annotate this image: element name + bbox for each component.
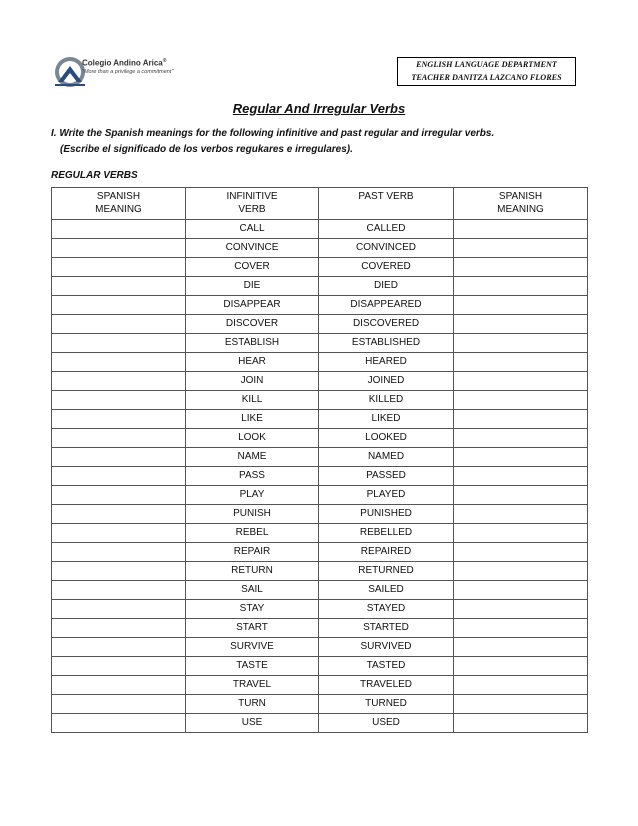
past-verb-cell: SURVIVED xyxy=(319,638,454,657)
spanish-meaning-blank-cell[interactable] xyxy=(52,258,186,277)
infinitive-cell: PUNISH xyxy=(186,505,319,524)
infinitive-cell: TRAVEL xyxy=(186,676,319,695)
spanish-meaning-blank-cell[interactable] xyxy=(454,505,588,524)
spanish-meaning-blank-cell[interactable] xyxy=(52,220,186,239)
table-row xyxy=(52,676,588,695)
spanish-meaning-blank-cell[interactable] xyxy=(52,277,186,296)
header-text: INFINITIVE xyxy=(226,191,278,202)
past-verb-cell: JOINED xyxy=(319,372,454,391)
spanish-meaning-blank-cell[interactable] xyxy=(52,239,186,258)
past-verb-cell: STAYED xyxy=(319,600,454,619)
infinitive-cell: USE xyxy=(186,714,319,733)
spanish-meaning-blank-cell[interactable] xyxy=(454,676,588,695)
infinitive-cell: LOOK xyxy=(186,429,319,448)
spanish-meaning-blank-cell[interactable] xyxy=(454,638,588,657)
past-verb-cell: DIED xyxy=(319,277,454,296)
infinitive-cell: TASTE xyxy=(186,657,319,676)
past-verb-cell: SAILED xyxy=(319,581,454,600)
infinitive-cell: DISAPPEAR xyxy=(186,296,319,315)
past-verb-cell: TURNED xyxy=(319,695,454,714)
spanish-meaning-blank-cell[interactable] xyxy=(454,562,588,581)
spanish-meaning-blank-cell[interactable] xyxy=(454,334,588,353)
past-verb-cell: PUNISHED xyxy=(319,505,454,524)
infinitive-cell: KILL xyxy=(186,391,319,410)
infinitive-cell: HEAR xyxy=(186,353,319,372)
header-text: PAST VERB xyxy=(358,191,414,202)
past-verb-cell: PASSED xyxy=(319,467,454,486)
past-verb-cell: DISAPPEARED xyxy=(319,296,454,315)
infinitive-cell: LIKE xyxy=(186,410,319,429)
table-row xyxy=(52,315,588,334)
spanish-meaning-blank-cell[interactable] xyxy=(52,391,186,410)
table-row xyxy=(52,714,588,733)
past-verb-cell: CALLED xyxy=(319,220,454,239)
past-verb-cell: REBELLED xyxy=(319,524,454,543)
spanish-meaning-blank-cell[interactable] xyxy=(52,676,186,695)
spanish-meaning-blank-cell[interactable] xyxy=(454,448,588,467)
spanish-meaning-blank-cell[interactable] xyxy=(52,600,186,619)
spanish-meaning-blank-cell[interactable] xyxy=(454,486,588,505)
past-verb-cell: STARTED xyxy=(319,619,454,638)
spanish-meaning-blank-cell[interactable] xyxy=(52,467,186,486)
header-spanish-meaning-right xyxy=(454,188,588,220)
table-row xyxy=(52,657,588,676)
page-title: Regular And Irregular Verbs xyxy=(232,101,406,116)
spanish-meaning-blank-cell[interactable] xyxy=(454,543,588,562)
header-text: SPANISH xyxy=(96,191,141,202)
past-verb-cell: LOOKED xyxy=(319,429,454,448)
spanish-meaning-blank-cell[interactable] xyxy=(52,657,186,676)
registered-mark: ® xyxy=(162,58,167,64)
spanish-meaning-blank-cell[interactable] xyxy=(52,486,186,505)
table-row xyxy=(52,277,588,296)
spanish-meaning-blank-cell[interactable] xyxy=(454,714,588,733)
infinitive-cell: CONVINCE xyxy=(186,239,319,258)
table-row xyxy=(52,581,588,600)
spanish-meaning-blank-cell[interactable] xyxy=(454,581,588,600)
spanish-meaning-blank-cell[interactable] xyxy=(454,391,588,410)
table-row xyxy=(52,429,588,448)
spanish-meaning-blank-cell[interactable] xyxy=(52,619,186,638)
school-tagline: "More than a privilege a commitment" xyxy=(82,69,174,75)
past-verb-cell: NAMED xyxy=(319,448,454,467)
past-verb-cell: TASTED xyxy=(319,657,454,676)
spanish-meaning-blank-cell[interactable] xyxy=(52,296,186,315)
header-text: VERB xyxy=(238,204,266,215)
spanish-meaning-blank-cell[interactable] xyxy=(454,619,588,638)
table-row xyxy=(52,524,588,543)
infinitive-cell: CALL xyxy=(186,220,319,239)
header-past-verb xyxy=(319,188,454,220)
table-row xyxy=(52,638,588,657)
section-label: REGULAR VERBS xyxy=(51,170,138,181)
spanish-meaning-blank-cell[interactable] xyxy=(52,448,186,467)
spanish-meaning-blank-cell[interactable] xyxy=(454,239,588,258)
spanish-meaning-blank-cell[interactable] xyxy=(52,714,186,733)
table-header-row xyxy=(52,188,588,220)
spanish-meaning-blank-cell[interactable] xyxy=(52,543,186,562)
past-verb-cell: TRAVELED xyxy=(319,676,454,695)
infinitive-cell: DIE xyxy=(186,277,319,296)
school-logo xyxy=(52,54,212,94)
spanish-meaning-blank-cell[interactable] xyxy=(52,372,186,391)
past-verb-cell: KILLED xyxy=(319,391,454,410)
department-name: ENGLISH LANGUAGE DEPARTMENT xyxy=(416,60,557,69)
spanish-meaning-blank-cell[interactable] xyxy=(454,429,588,448)
school-name-text: Colegio Andino Arica xyxy=(82,58,163,68)
infinitive-cell: JOIN xyxy=(186,372,319,391)
verbs-table xyxy=(51,187,588,733)
spanish-meaning-blank-cell[interactable] xyxy=(454,695,588,714)
header-text: MEANING xyxy=(95,204,142,215)
spanish-meaning-blank-cell[interactable] xyxy=(52,429,186,448)
spanish-meaning-blank-cell[interactable] xyxy=(52,410,186,429)
infinitive-cell: SURVIVE xyxy=(186,638,319,657)
table-row xyxy=(52,372,588,391)
spanish-meaning-blank-cell[interactable] xyxy=(454,467,588,486)
spanish-meaning-blank-cell[interactable] xyxy=(454,296,588,315)
infinitive-cell: REPAIR xyxy=(186,543,319,562)
header-spanish-meaning-left xyxy=(52,188,186,220)
table-row xyxy=(52,296,588,315)
spanish-meaning-blank-cell[interactable] xyxy=(52,695,186,714)
table-row xyxy=(52,486,588,505)
past-verb-cell: REPAIRED xyxy=(319,543,454,562)
past-verb-cell: USED xyxy=(319,714,454,733)
spanish-meaning-blank-cell[interactable] xyxy=(454,524,588,543)
header-text: SPANISH xyxy=(498,191,543,202)
header-infinitive-verb xyxy=(186,188,319,220)
spanish-meaning-blank-cell[interactable] xyxy=(52,353,186,372)
table-row xyxy=(52,600,588,619)
table-row xyxy=(52,505,588,524)
spanish-meaning-blank-cell[interactable] xyxy=(52,505,186,524)
spanish-meaning-blank-cell[interactable] xyxy=(454,657,588,676)
infinitive-cell: SAIL xyxy=(186,581,319,600)
past-verb-cell: CONVINCED xyxy=(319,239,454,258)
table-row xyxy=(52,334,588,353)
spanish-meaning-blank-cell[interactable] xyxy=(454,258,588,277)
spanish-meaning-blank-cell[interactable] xyxy=(454,220,588,239)
infinitive-cell: ESTABLISH xyxy=(186,334,319,353)
instruction-spanish: (Escribe el significado de los verbos regukares e irregulares). xyxy=(60,144,353,155)
infinitive-cell: PASS xyxy=(186,467,319,486)
table-row xyxy=(52,220,588,239)
infinitive-cell: REBEL xyxy=(186,524,319,543)
table-row xyxy=(52,410,588,429)
school-name xyxy=(82,58,166,68)
table-row xyxy=(52,619,588,638)
spanish-meaning-blank-cell[interactable] xyxy=(52,315,186,334)
spanish-meaning-blank-cell[interactable] xyxy=(454,410,588,429)
table-row xyxy=(52,448,588,467)
instruction-english: I. Write the Spanish meanings for the following infinitive and past regular and irregular verbs. xyxy=(51,128,495,139)
spanish-meaning-blank-cell[interactable] xyxy=(454,315,588,334)
spanish-meaning-blank-cell[interactable] xyxy=(454,372,588,391)
teacher-name: TEACHER DANITZA LAZCANO FLORES xyxy=(411,73,562,82)
table-row xyxy=(52,391,588,410)
table-row xyxy=(52,562,588,581)
past-verb-cell: ESTABLISHED xyxy=(319,334,454,353)
spanish-meaning-blank-cell[interactable] xyxy=(52,638,186,657)
past-verb-cell: LIKED xyxy=(319,410,454,429)
spanish-meaning-blank-cell[interactable] xyxy=(52,581,186,600)
table-row xyxy=(52,543,588,562)
table-row xyxy=(52,258,588,277)
infinitive-cell: RETURN xyxy=(186,562,319,581)
infinitive-cell: START xyxy=(186,619,319,638)
infinitive-cell: STAY xyxy=(186,600,319,619)
infinitive-cell: COVER xyxy=(186,258,319,277)
past-verb-cell: DISCOVERED xyxy=(319,315,454,334)
spanish-meaning-blank-cell[interactable] xyxy=(454,277,588,296)
infinitive-cell: DISCOVER xyxy=(186,315,319,334)
table-row xyxy=(52,353,588,372)
spanish-meaning-blank-cell[interactable] xyxy=(52,562,186,581)
table-row xyxy=(52,239,588,258)
past-verb-cell: HEARED xyxy=(319,353,454,372)
infinitive-cell: TURN xyxy=(186,695,319,714)
infinitive-cell: PLAY xyxy=(186,486,319,505)
spanish-meaning-blank-cell[interactable] xyxy=(454,600,588,619)
table-row xyxy=(52,467,588,486)
past-verb-cell: PLAYED xyxy=(319,486,454,505)
department-box xyxy=(397,57,576,86)
past-verb-cell: COVERED xyxy=(319,258,454,277)
header-text: MEANING xyxy=(497,204,544,215)
past-verb-cell: RETURNED xyxy=(319,562,454,581)
table-row xyxy=(52,695,588,714)
spanish-meaning-blank-cell[interactable] xyxy=(52,524,186,543)
infinitive-cell: NAME xyxy=(186,448,319,467)
spanish-meaning-blank-cell[interactable] xyxy=(454,353,588,372)
spanish-meaning-blank-cell[interactable] xyxy=(52,334,186,353)
